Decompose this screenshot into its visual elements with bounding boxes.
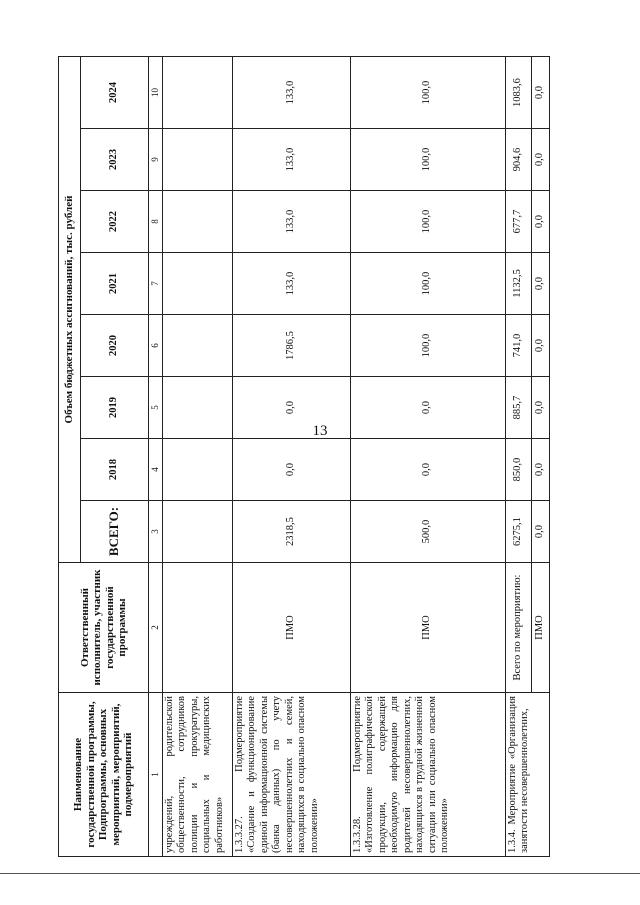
column-number: 5 [149,377,163,439]
page-number: 13 [312,423,328,439]
row-value: 1083,6 [505,56,531,128]
row-value: 100,0 [350,129,505,191]
header-year: 2018 [81,439,149,501]
row-name: 1.3.3.28. Подмероприятие «Изготовление полиграфической продукции, содержащей необходимую информацию для родителей несовершеннолетних, находящихся в трудной жизненной ситуации или социально опасном положении» [350,693,505,857]
row-value [162,56,232,128]
row-value [162,377,232,439]
table-row [350,56,505,856]
column-number: 7 [149,253,163,315]
row-value [162,439,232,501]
row-value: 904,6 [505,129,531,191]
row-executor [162,563,232,693]
row-value: 100,0 [350,315,505,377]
column-number: 9 [149,129,163,191]
column-number: 10 [149,56,163,128]
row-value: 100,0 [350,56,505,128]
column-number: 2 [149,563,163,693]
column-number: 1 [149,693,163,857]
row-value: 0,0 [531,56,549,128]
row-name: 1.3.4. Мероприятие «Организация занятости несовершеннолетних, [505,693,549,857]
row-value [162,253,232,315]
row-value: 500,0 [350,501,505,563]
row-value: 0,0 [232,439,350,501]
header-year: 2023 [81,129,149,191]
row-value: 1132,5 [505,253,531,315]
row-value: 1786,5 [232,315,350,377]
row-value: 850,0 [505,439,531,501]
row-value: 0,0 [531,191,549,253]
table-row [162,56,232,856]
rotated-table-area [58,57,545,857]
row-value: 0,0 [350,377,505,439]
table-row [505,56,531,856]
row-value: 0,0 [232,377,350,439]
row-value: 6275,1 [505,501,531,563]
header-year: 2021 [81,253,149,315]
row-name: учреждений, родительской общественности, сотрудников полиции и прокуратуры, социальных и медицинских работников» [162,693,232,857]
row-value: 133,0 [232,129,350,191]
column-number: 4 [149,439,163,501]
row-value: 885,7 [505,377,531,439]
row-value: 0,0 [350,439,505,501]
row-executor: ПМО [531,563,549,693]
row-value [162,315,232,377]
table-row [232,56,350,856]
row-value: 0,0 [531,501,549,563]
row-value: 100,0 [350,253,505,315]
row-value: 2318,5 [232,501,350,563]
column-number: 3 [149,501,163,563]
header-year: 2020 [81,315,149,377]
header-year: 2019 [81,377,149,439]
row-name: 1.3.3.27. Подмероприятие «Создание и функционирование единой информационной системы (банка данных) по учету несовершеннолетних и семей, находящихся в социально опасном положении» [232,693,350,857]
header-budget: Объем бюджетных ассигнований, тыс. рублей [59,56,81,562]
row-executor: Всего по мероприятию: [505,563,531,693]
row-value [162,501,232,563]
header-executor: Ответственный исполнитель, участник государственной программы [59,563,149,693]
header-name: Наименование государственной программы, Подпрограммы, основных мероприятий, мероприятий, подмероприятий [59,693,149,857]
row-value: 0,0 [531,315,549,377]
row-value [162,129,232,191]
row-executor: ПМО [232,563,350,693]
row-value: 133,0 [232,56,350,128]
column-number: 6 [149,315,163,377]
column-number: 8 [149,191,163,253]
row-value [162,191,232,253]
header-year: 2024 [81,56,149,128]
rotated-table-wrapper [58,57,545,857]
row-value: 0,0 [531,129,549,191]
row-value: 133,0 [232,253,350,315]
row-value: 133,0 [232,191,350,253]
row-value: 677,7 [505,191,531,253]
header-total: ВСЕГО: [81,501,149,563]
row-value: 0,0 [531,253,549,315]
row-value: 100,0 [350,191,505,253]
footer-rule [0,873,640,874]
header-year: 2022 [81,191,149,253]
row-value: 0,0 [531,377,549,439]
budget-table [58,56,550,857]
row-value: 741,0 [505,315,531,377]
row-executor: ПМО [350,563,505,693]
row-value: 0,0 [531,439,549,501]
